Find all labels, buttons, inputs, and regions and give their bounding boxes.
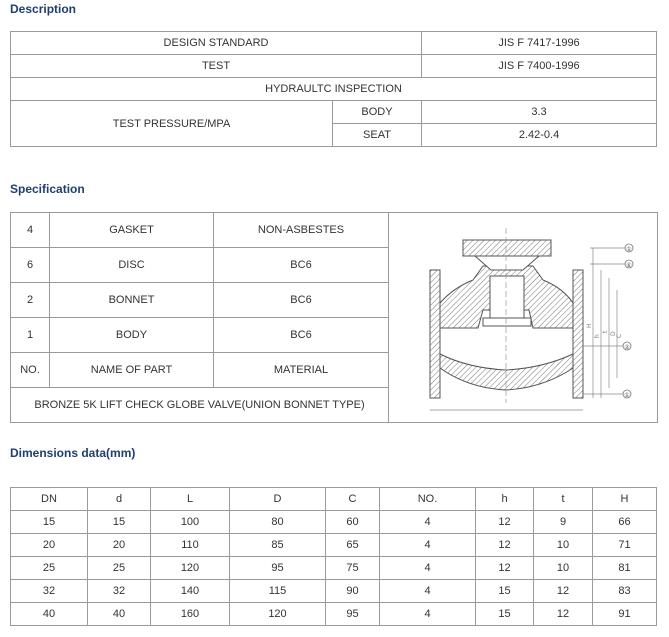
table-cell: 12 bbox=[534, 580, 593, 603]
design-standard-label: DESIGN STANDARD bbox=[11, 32, 422, 55]
table-cell: 71 bbox=[593, 534, 657, 557]
table-cell: 15 bbox=[476, 580, 534, 603]
table-cell: 10 bbox=[534, 534, 593, 557]
table-row bbox=[11, 511, 657, 534]
table-cell: 4 bbox=[380, 511, 476, 534]
part-no: 6 bbox=[11, 248, 50, 283]
callout-label: ① bbox=[626, 245, 632, 253]
table-cell: 140 bbox=[151, 580, 230, 603]
table-row bbox=[11, 557, 657, 580]
table-cell: 90 bbox=[326, 580, 380, 603]
table-cell: 115 bbox=[230, 580, 326, 603]
dimensions-heading: Dimensions data(mm) bbox=[10, 446, 136, 460]
part-name: DISC bbox=[50, 248, 214, 283]
table-cell: 66 bbox=[593, 511, 657, 534]
column-header: d bbox=[88, 488, 151, 511]
dimension-letter: H bbox=[586, 322, 593, 328]
table-cell: 20 bbox=[88, 534, 151, 557]
column-header: C bbox=[326, 488, 380, 511]
table-cell: 81 bbox=[593, 557, 657, 580]
table-cell: 4 bbox=[380, 603, 476, 626]
dimension-letter: D bbox=[610, 330, 617, 336]
part-no: 1 bbox=[11, 318, 50, 353]
body-value: 3.3 bbox=[422, 101, 657, 124]
body-label: BODY bbox=[333, 101, 422, 124]
table-cell: 12 bbox=[476, 557, 534, 580]
table-cell: 12 bbox=[476, 534, 534, 557]
table-row bbox=[11, 32, 657, 55]
valve-caption: BRONZE 5K LIFT CHECK GLOBE VALVE(UNION BONNET TYPE) bbox=[11, 388, 389, 423]
description-table bbox=[10, 31, 657, 147]
design-standard-value: JIS F 7417-1996 bbox=[422, 32, 657, 55]
column-header: DN bbox=[11, 488, 88, 511]
table-cell: 10 bbox=[534, 557, 593, 580]
description-heading: Description bbox=[10, 2, 77, 16]
table-row bbox=[11, 580, 657, 603]
part-material: BC6 bbox=[214, 283, 389, 318]
dimension-letter: t bbox=[602, 330, 609, 333]
table-cell: 60 bbox=[326, 511, 380, 534]
table-header-row bbox=[11, 488, 657, 511]
part-no: 4 bbox=[11, 213, 50, 248]
table-cell: 91 bbox=[593, 603, 657, 626]
table-cell: 95 bbox=[326, 603, 380, 626]
table-cell: 15 bbox=[88, 511, 151, 534]
header-name: NAME OF PART bbox=[50, 353, 214, 388]
header-no: NO. bbox=[11, 353, 50, 388]
valve-drawing-cell bbox=[389, 213, 658, 423]
table-cell: 160 bbox=[151, 603, 230, 626]
table-cell: 40 bbox=[11, 603, 88, 626]
part-name: BONNET bbox=[50, 283, 214, 318]
seat-label: SEAT bbox=[333, 124, 422, 147]
table-row bbox=[11, 534, 657, 557]
table-row bbox=[11, 55, 657, 78]
part-name: BODY bbox=[50, 318, 214, 353]
valve-diagram bbox=[393, 218, 653, 418]
column-header: H bbox=[593, 488, 657, 511]
table-cell: 15 bbox=[476, 603, 534, 626]
table-cell: 120 bbox=[151, 557, 230, 580]
part-material: BC6 bbox=[214, 248, 389, 283]
table-cell: 25 bbox=[11, 557, 88, 580]
table-cell: 95 bbox=[230, 557, 326, 580]
column-header: t bbox=[534, 488, 593, 511]
table-cell: 85 bbox=[230, 534, 326, 557]
table-cell: 32 bbox=[11, 580, 88, 603]
column-header: L bbox=[151, 488, 230, 511]
right-flange bbox=[573, 270, 583, 398]
table-cell: 120 bbox=[230, 603, 326, 626]
table-row bbox=[11, 101, 657, 124]
table-cell: 80 bbox=[230, 511, 326, 534]
table-cell: 12 bbox=[534, 603, 593, 626]
left-flange bbox=[430, 270, 440, 398]
column-header: NO. bbox=[380, 488, 476, 511]
callout-label: ① bbox=[624, 391, 630, 399]
table-cell: 4 bbox=[380, 557, 476, 580]
test-value: JIS F 7400-1996 bbox=[422, 55, 657, 78]
table-row bbox=[11, 213, 658, 248]
table-row bbox=[11, 78, 657, 101]
table-cell: 4 bbox=[380, 580, 476, 603]
table-cell: 65 bbox=[326, 534, 380, 557]
valve-seat bbox=[483, 318, 531, 326]
table-cell: 20 bbox=[11, 534, 88, 557]
column-header: D bbox=[230, 488, 326, 511]
bonnet-nut bbox=[463, 240, 551, 256]
inspection-label: HYDRAULTC INSPECTION bbox=[11, 78, 657, 101]
seat-value: 2.42-0.4 bbox=[422, 124, 657, 147]
table-cell: 25 bbox=[88, 557, 151, 580]
table-cell: 110 bbox=[151, 534, 230, 557]
dimensions-table bbox=[10, 487, 657, 626]
valve-disc bbox=[490, 276, 524, 318]
table-cell: 9 bbox=[534, 511, 593, 534]
specification-heading: Specification bbox=[10, 182, 85, 196]
specification-table bbox=[10, 212, 658, 423]
part-material: NON-ASBESTES bbox=[214, 213, 389, 248]
dimension-letter: C bbox=[616, 333, 623, 338]
table-cell: 32 bbox=[88, 580, 151, 603]
table-cell: 40 bbox=[88, 603, 151, 626]
table-cell: 4 bbox=[380, 534, 476, 557]
callout-label: ② bbox=[624, 343, 630, 351]
part-no: 2 bbox=[11, 283, 50, 318]
test-label: TEST bbox=[11, 55, 422, 78]
test-pressure-label: TEST PRESSURE/MPA bbox=[11, 101, 333, 147]
table-row bbox=[11, 603, 657, 626]
table-cell: 100 bbox=[151, 511, 230, 534]
table-cell: 83 bbox=[593, 580, 657, 603]
table-cell: 12 bbox=[476, 511, 534, 534]
part-name: GASKET bbox=[50, 213, 214, 248]
column-header: h bbox=[476, 488, 534, 511]
table-cell: 75 bbox=[326, 557, 380, 580]
header-material: MATERIAL bbox=[214, 353, 389, 388]
callout-label: ⑥ bbox=[626, 261, 632, 269]
table-cell: 15 bbox=[11, 511, 88, 534]
part-material: BC6 bbox=[214, 318, 389, 353]
dimension-letter: h bbox=[594, 333, 601, 338]
